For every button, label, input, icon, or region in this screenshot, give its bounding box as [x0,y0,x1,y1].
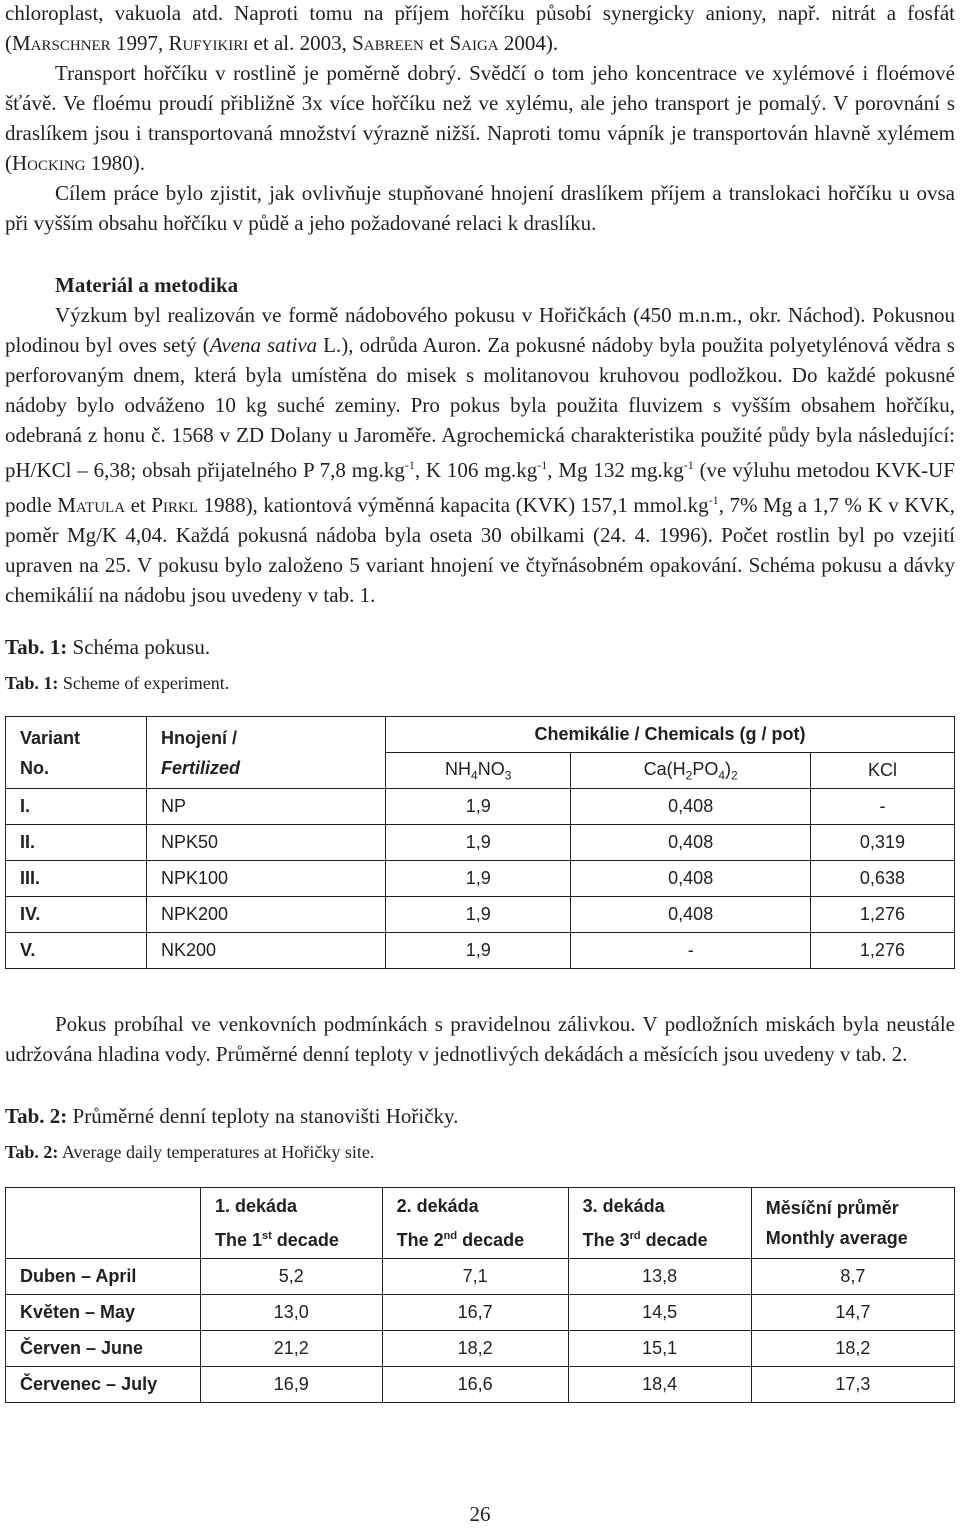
superscript: rd [629,1230,641,1242]
text-run: et [125,493,152,517]
header-nh4no3 [386,753,571,789]
text-run: decade [457,1230,525,1250]
table2-caption-cz [5,1101,955,1131]
text-run: 1980). [85,151,145,175]
header-text [583,1221,737,1255]
table1-caption-en [5,668,955,698]
after-table1-paragraph: Pokus probíhal ve venkovních podmínkách s pravidelnou zálivkou. V podložních miskách byla neustále udržována hladina vody. Průměrné denní teploty v jednotlivých dekádách a měsících jsou uvedeny v tab. 2. [5,1012,955,1066]
formula-part: PO [692,758,719,779]
superscript: -1 [537,458,548,472]
formula-part: NO [477,758,505,779]
header-monthly-average [751,1188,954,1259]
cell-value: 1,9 [386,789,571,825]
cell-value: 1,9 [386,933,571,969]
superscript: st [262,1230,272,1242]
text-run: 1988), kationtová výměnná kapacita (KVK) 157,1 mmol.kg [198,493,709,517]
text-run: decade [640,1230,708,1250]
page-number: 26 [469,1502,491,1526]
superscript: -1 [708,493,719,507]
cell-month: Červenec – July [6,1367,201,1403]
table-2 [5,1187,955,1403]
table2-caption-en [5,1137,955,1167]
cell-value: 0,638 [810,861,954,897]
cell-value: 0,408 [571,789,810,825]
cell-value: 14,5 [568,1295,751,1331]
cell-month: Červen – June [6,1331,201,1367]
cell-fertilized: NK200 [147,933,386,969]
superscript: -1 [404,458,415,472]
text-run: Výzkum byl realizován ve formě nádobového pokusu v Hořičkách (450 m.n.m., okr. Náchod). Pokusnou plodinou byl oves setý ( [5,303,955,357]
cell-value: 21,2 [201,1331,383,1367]
text-run: 2004). [498,31,559,55]
header-text: No. [20,757,49,778]
cell-value: 13,8 [568,1259,751,1295]
table-header-row [6,717,955,753]
text-run: The 3 [582,1230,630,1250]
table-row [6,825,955,861]
citation-author: Pirkl [151,493,199,517]
formula-subscript: 3 [504,768,512,783]
formula-part: Ca(H [643,758,686,779]
cell-value: - [571,933,810,969]
table-row [6,789,955,825]
text-run: et al. 2003, [248,31,353,55]
cell-value: 0,408 [571,825,810,861]
header-text: Fertilized [161,757,241,778]
caption-label: Tab. 2: [5,1104,68,1128]
caption-label: Tab. 1: [5,635,68,659]
header-text: Variant [20,727,81,748]
header-decade-3 [568,1188,751,1259]
text-run: Transport hořčíku v rostlině je poměrně dobrý. Svědčí o tom jeho koncentrace ve xylémové i floémové šťávě. Ve floému proudí přibližně 3x více hořčíku než ve xylému, ale jeho transport je pomalý. V porovnání s draslíkem jsou i transportovaná množství výrazně nižší. Naproti tomu vápník je transportován hlavně xylémem ( [5,61,955,175]
cell-fertilized: NP [147,789,386,825]
formula-subscript: 4 [718,768,726,783]
text-run: , 7% Mg a 1,7 % K v KVK, poměr Mg/K 4,04. Každá pokusná nádoba byla oseta 30 obilkami (24. 4. 1996). Počet rostlin byl po vzejití upraven na 25. V pokusu bylo založeno 5 variant hnojení ve čtyřnásobném opakování. Schéma pokusu a dávky chemikálií na nádobu jsou uvedeny v tab. 1. [5,493,955,607]
cell-value: 0,408 [571,861,810,897]
text-run: 1997, [110,31,169,55]
text-run: decade [271,1230,339,1250]
header-variant [6,717,147,789]
header-chemicals: Chemikálie / Chemicals (g / pot) [386,717,955,753]
section-heading: Materiál a metodika [55,273,239,297]
cell-value: 18,4 [568,1367,751,1403]
cell-value: 0,408 [571,897,810,933]
citation-author: Sabreen [352,31,424,55]
formula-part: NH [445,758,472,779]
cell-value: 1,9 [386,825,571,861]
intro-paragraph-1 [5,0,955,58]
header-decade-1 [201,1188,383,1259]
cell-value: 16,9 [201,1367,383,1403]
header-kcl: KCl [810,753,954,789]
header-text: 1. dekáda [215,1196,298,1216]
cell-value: 5,2 [201,1259,383,1295]
table-row [6,897,955,933]
caption-text: Scheme of experiment. [58,673,230,693]
citation-author: Marschner [12,31,111,55]
citation-author: Rufyikiri [168,31,249,55]
cell-fertilized: NPK50 [147,825,386,861]
text-run: The 1 [215,1230,263,1250]
header-empty [6,1188,201,1259]
cell-value: 17,3 [751,1367,954,1403]
table-1 [5,716,955,969]
cell-value: 16,7 [382,1295,568,1331]
text-run: , Mg 132 mg.kg [547,458,684,482]
table-row [6,933,955,969]
citation-author: Matula [57,493,126,517]
citation-author: Saiga [449,31,499,55]
cell-value: - [810,789,954,825]
caption-text: Průměrné denní teploty na stanovišti Hořičky. [67,1104,459,1128]
text-run: The 2 [396,1230,444,1250]
header-text [215,1221,368,1255]
header-cah2po4 [571,753,810,789]
header-text: 3. dekáda [582,1196,665,1216]
header-fertilized [147,717,386,789]
header-text [397,1221,554,1255]
species-name: Avena sativa [209,333,318,357]
table-header-row [6,1188,955,1259]
caption-text: Schéma pokusu. [67,635,211,659]
text-run: et [423,31,450,55]
header-text: Monthly average [765,1228,908,1248]
cell-value: 1,9 [386,897,571,933]
cell-variant: III. [6,861,147,897]
cell-variant: I. [6,789,147,825]
header-text: Hnojení / [161,727,237,748]
methods-paragraph [5,300,955,610]
caption-label: Tab. 2: [5,1142,59,1162]
header-decade-2 [382,1188,568,1259]
header-text: 2. dekáda [396,1196,479,1216]
cell-value: 16,6 [382,1367,568,1403]
cell-variant: V. [6,933,147,969]
table-row [6,1367,955,1403]
table-row [6,1259,955,1295]
table1-caption-cz [5,632,955,662]
cell-month: Květen – May [6,1295,201,1331]
cell-value: 14,7 [751,1295,954,1331]
cell-value: 1,276 [810,897,954,933]
superscript: nd [443,1230,458,1242]
cell-value: 18,2 [751,1331,954,1367]
cell-value: 1,9 [386,861,571,897]
caption-label: Tab. 1: [5,673,59,693]
intro-paragraph-3: Cílem práce bylo zjistit, jak ovlivňuje stupňované hnojení draslíkem příjem a translokaci hořčíku u ovsa při vyšším obsahu hořčíku v půdě a jeho požadované relaci k draslíku. [5,181,955,235]
cell-variant: II. [6,825,147,861]
cell-variant: IV. [6,897,147,933]
header-text: Měsíční průměr [765,1198,899,1218]
cell-value: 13,0 [201,1295,383,1331]
table-row [6,1295,955,1331]
intro-paragraph-2 [5,58,955,178]
cell-value: 7,1 [382,1259,568,1295]
formula-subscript: 2 [731,768,738,783]
text-run: , K 106 mg.kg [414,458,538,482]
cell-value: 1,276 [810,933,954,969]
cell-value: 0,319 [810,825,954,861]
superscript: -1 [683,458,694,472]
cell-value: 15,1 [568,1331,751,1367]
cell-fertilized: NPK100 [147,861,386,897]
caption-text: Average daily temperatures at Hořičky site. [58,1142,375,1162]
formula-subscript: 4 [471,768,478,783]
citation-author: Hocking [12,151,86,175]
formula-part: ) [725,758,732,779]
text-run: L.), odrůda Auron. Za pokusné nádoby byla použita polyetylénová vědra s perforovaným dnem, která byla umístěna do misek s molitanovou kruhovou podložkou. Do každé pokusné nádoby bylo odváženo 10 kg suché zeminy. Pro pokus byla použita fluvizem s vyšším obsahem hořčíku, odebraná z honu č. 1568 v ZD Dolany u Jaroměře. Agrochemická charakteristika použité půdy byla následující: pH/KCl – 6,38; obsah přijatelného P 7,8 mg.kg [5,333,955,482]
cell-value: 8,7 [751,1259,954,1295]
text-run: (ve výluhu metodou KVK-UF podle [5,458,955,517]
cell-month: Duben – April [6,1259,201,1295]
formula-subscript: 2 [685,768,693,783]
table-row [6,1331,955,1367]
text-run: chloroplast, vakuola atd. Naproti tomu na příjem hořčíku působí synergicky aniony, např. nitrát a fosfát ( [5,1,955,55]
cell-value: 18,2 [382,1331,568,1367]
page [5,0,955,1403]
table-row [6,861,955,897]
cell-fertilized: NPK200 [147,897,386,933]
